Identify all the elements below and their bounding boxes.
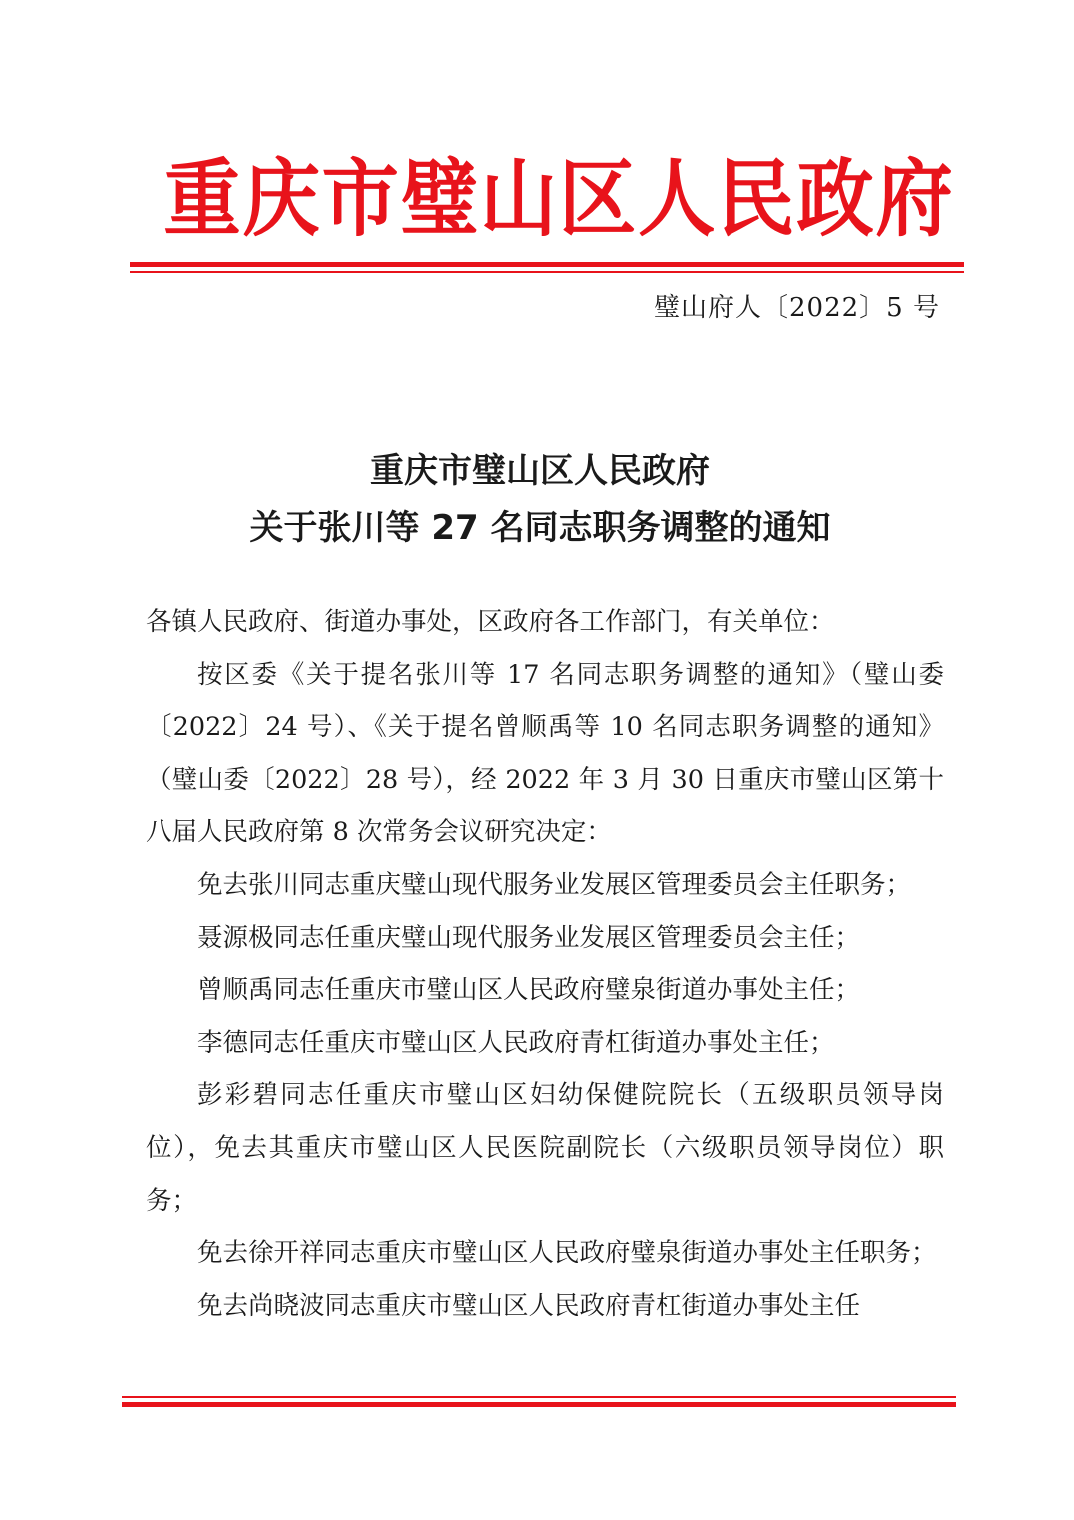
body-paragraph: 彭彩碧同志任重庆市璧山区妇幼保健院院长（五级职员领导岗位），免去其重庆市璧山区人民医院副院长（六级职员领导岗位）职务； [146, 1080, 944, 1216]
footer-rule-thick [122, 1402, 956, 1407]
issuer-masthead: 重庆市璧山区人民政府 [163, 149, 955, 248]
body-paragraph: 免去张川同志重庆璧山现代服务业发展区管理委员会主任职务； [197, 869, 912, 900]
salutation: 各镇人民政府、街道办事处，区政府各工作部门，有关单位： [146, 607, 835, 637]
body-paragraph: 聂源极同志任重庆璧山现代服务业发展区管理委员会主任； [197, 922, 861, 953]
title-line-2: 关于张川等 27 名同志职务调整的通知 [249, 508, 831, 548]
footer-rule-thin [122, 1396, 956, 1398]
body-paragraph: 免去徐开祥同志重庆市璧山区人民政府璧泉街道办事处主任职务； [197, 1238, 937, 1269]
masthead-rule-thin [130, 271, 964, 273]
masthead-rule-thick [130, 262, 964, 267]
body-paragraph: 曾顺禹同志任重庆市璧山区人民政府璧泉街道办事处主任； [197, 975, 861, 1006]
document-body [146, 596, 944, 1332]
document-number: 璧山府人〔2022〕5 号 [654, 293, 940, 323]
body-paragraph: 按区委《关于提名张川等 17 名同志职务调整的通知》（璧山委〔2022〕24 号）、《关于提名曾顺禹等 10 名同志职务调整的通知》（璧山委〔2022〕28 号），经 2022 年 3 月 30 日重庆市璧山区第十八届人民政府第 8 次常务会议研究决定： [146, 659, 944, 848]
title-line-1: 重庆市璧山区人民政府 [370, 451, 710, 491]
body-paragraph: 免去尚晓波同志重庆市璧山区人民政府青杠街道办事处主任 [197, 1290, 861, 1321]
body-paragraph: 李德同志任重庆市璧山区人民政府青杠街道办事处主任； [197, 1027, 835, 1058]
